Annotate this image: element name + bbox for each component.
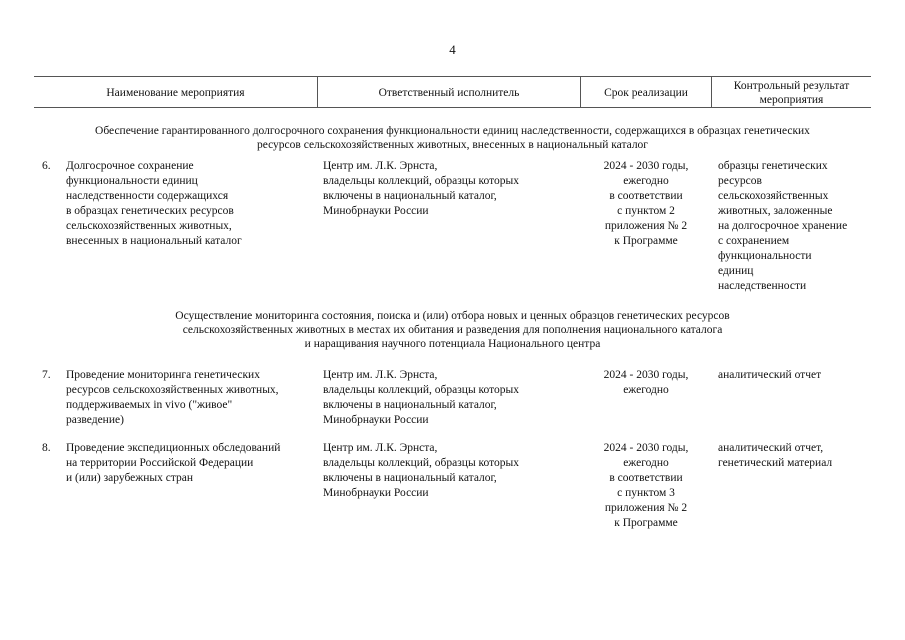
row-executor: Центр им. Л.К. Эрнста, владельцы коллекций, образцы которых включены в национальный каталог, Минобрнауки России bbox=[323, 160, 520, 217]
page-number: 4 bbox=[449, 42, 456, 57]
table-header-top-border bbox=[34, 76, 871, 77]
row-result: аналитический отчет, генетический материал bbox=[718, 442, 833, 469]
row-activity-name: Проведение мониторинга генетических ресурсов сельскохозяйственных животных, поддерживаемых in vivo ("живое" разведение) bbox=[66, 369, 279, 426]
row-executor: Центр им. Л.К. Эрнста, владельцы коллекций, образцы которых включены в национальный каталог, Минобрнауки России bbox=[323, 369, 520, 426]
row-term: 2024 - 2030 годы, ежегодно в соответствии с пунктом 3 приложения № 2 к Программе bbox=[603, 442, 689, 529]
row-result: образцы генетических ресурсов сельскохозяйственных животных, заложенные на долгосрочное хранение с сохранением функциональности единиц наследственности bbox=[718, 160, 848, 292]
row-term: 2024 - 2030 годы, ежегодно в соответствии с пунктом 2 приложения № 2 к Программе bbox=[603, 160, 689, 247]
row-executor: Центр им. Л.К. Эрнста, владельцы коллекций, образцы которых включены в национальный каталог, Минобрнауки России bbox=[323, 442, 520, 499]
header-name-column: Наименование мероприятия bbox=[106, 87, 245, 99]
section-heading-monitoring: Осуществление мониторинга состояния, поиска и (или) отбора новых и ценных образцов генетических ресурсов сельскохозяйственных животных в местах их обитания и разведения для пополнения национального каталога и наращивания научного потенциала Национального центра bbox=[175, 310, 730, 350]
row-number: 7. bbox=[42, 369, 51, 381]
row-term: 2024 - 2030 годы, ежегодно bbox=[603, 369, 689, 396]
header-term-column: Срок реализации bbox=[604, 87, 688, 99]
section-heading-preservation: Обеспечение гарантированного долгосрочного сохранения функциональности единиц наследственности, содержащихся в образцах генетических ресурсов сельскохозяйственных животных, внесенных в национальный каталог bbox=[95, 125, 810, 151]
table-header-bottom-border bbox=[34, 107, 871, 108]
header-executor-column: Ответственный исполнитель bbox=[378, 87, 520, 99]
row-number: 6. bbox=[42, 160, 51, 172]
row-result: аналитический отчет bbox=[718, 369, 822, 381]
header-result-column: Контрольный результат мероприятия bbox=[733, 80, 850, 106]
row-activity-name: Проведение экспедиционных обследований на территории Российской Федерации и (или) зарубежных стран bbox=[66, 442, 281, 484]
row-number: 8. bbox=[42, 442, 51, 454]
row-activity-name: Долгосрочное сохранение функциональности единиц наследственности содержащихся в образцах генетических ресурсов сельскохозяйственных животных, внесенных в национальный каталог bbox=[66, 160, 242, 247]
